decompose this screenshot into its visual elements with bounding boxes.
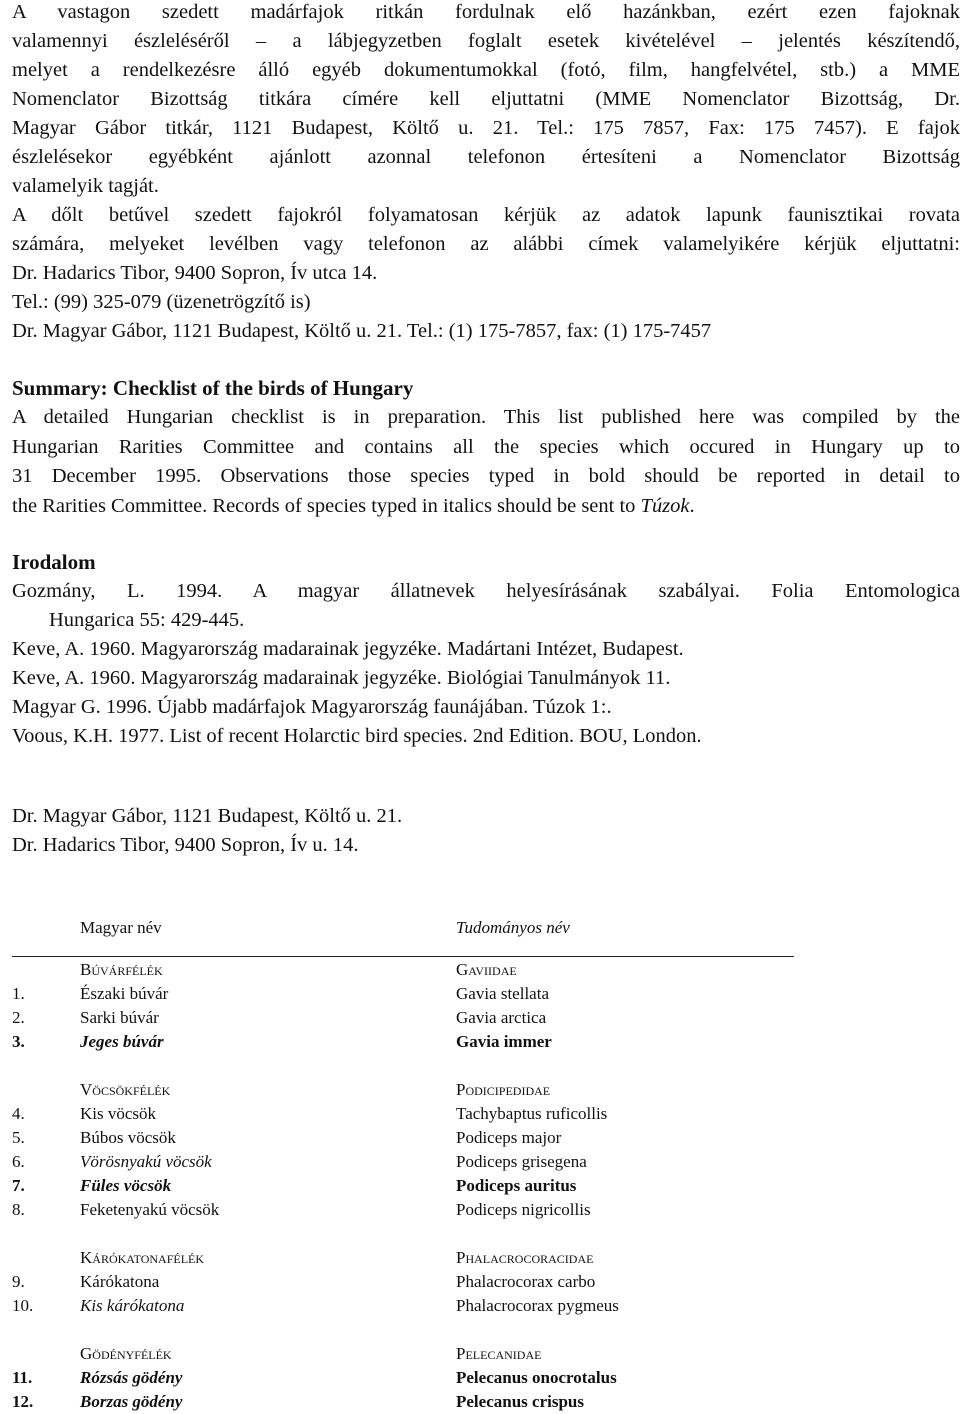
note-line: A dőlt betűvel szedett fajokról folyamatosan kérjük az adatok lapunk faunisztikai rovata	[12, 204, 960, 226]
species-hungarian: Vörösnyakú vöcsök	[80, 1152, 212, 1171]
family-hungarian: Búvárfélék	[80, 960, 163, 979]
species-hungarian: Északi búvár	[80, 984, 169, 1003]
summary-line: 31 December 1995. Observations those species typed in bold should be reported in detail to	[12, 465, 960, 487]
species-scientific: Podiceps auritus	[456, 1176, 577, 1195]
species-scientific: Podiceps grisegena	[456, 1152, 587, 1171]
table-gap	[12, 1318, 812, 1342]
species-hungarian: Feketenyakú vöcsök	[80, 1200, 220, 1219]
intro-line: Nomenclator Bizottság titkára címére kell eljuttatni (MME Nomenclator Bizottság, Dr.	[12, 88, 960, 110]
intro-line: Magyar Gábor titkár, 1121 Budapest, Költő u. 21. Tel.: 175 7857, Fax: 175 7457). E fajok	[12, 117, 960, 139]
family-hungarian: Gödényfélék	[80, 1344, 172, 1363]
table-row	[12, 1006, 812, 1030]
species-scientific: Gavia stellata	[456, 984, 549, 1003]
author-line: Dr. Magyar Gábor, 1121 Budapest, Költő u. 21.	[12, 805, 403, 827]
intro-line: A vastagon szedett madárfajok ritkán fordulnak elő hazánkban, ezért ezen fajoknak	[12, 1, 960, 23]
table-row	[12, 982, 812, 1006]
family-row	[12, 1342, 812, 1366]
family-scientific: Pelecanidae	[456, 1344, 542, 1363]
species-scientific: Pelecanus crispus	[456, 1392, 584, 1411]
species-scientific: Phalacrocorax carbo	[456, 1272, 596, 1291]
header-rule	[12, 956, 794, 957]
table-gap	[12, 1222, 812, 1246]
species-hungarian: Kis kárókatona	[80, 1296, 185, 1315]
italic-note-paragraph	[12, 201, 960, 346]
references-section	[12, 548, 960, 751]
intro-line: észlelésekor egyébként ajánlott azonnal telefonon értesíteni a Nomenclator Bizottság	[12, 146, 960, 168]
note-line: számára, melyeket levélben vagy telefonon az alábbi címek valamelyikére kérjük eljuttatni:	[12, 233, 960, 255]
species-scientific: Podiceps major	[456, 1128, 562, 1147]
family-hungarian: Kárókatonafélék	[80, 1248, 205, 1267]
reference-cont: Hungarica 55: 429-445.	[49, 609, 245, 631]
table-body	[12, 958, 812, 1414]
species-scientific: Tachybaptus ruficollis	[456, 1104, 608, 1123]
family-scientific: Podicipedidae	[456, 1080, 551, 1099]
header-scientific-name: Tudományos név	[456, 918, 570, 937]
species-number: 4.	[12, 1104, 25, 1123]
table-row	[12, 1270, 812, 1294]
family-hungarian: Vöcsökfélék	[80, 1080, 171, 1099]
species-scientific: Pelecanus onocrotalus	[456, 1368, 617, 1387]
intro-line: valamelyik tagját.	[12, 175, 159, 197]
table-row	[12, 1390, 812, 1414]
table-gap	[12, 1054, 812, 1078]
reference-text: Gozmány, L. 1994. A magyar állatnevek helyesírásának szabályai. Folia Entomologica	[12, 580, 960, 602]
species-hungarian: Búbos vöcsök	[80, 1128, 176, 1147]
table-row	[12, 1174, 812, 1198]
table-row	[12, 1030, 812, 1054]
table-row	[12, 1150, 812, 1174]
family-row	[12, 1078, 812, 1102]
table-row	[12, 1198, 812, 1222]
species-number: 12.	[12, 1392, 34, 1411]
species-hungarian: Borzas gödény	[80, 1392, 183, 1411]
summary-line-last	[12, 492, 960, 522]
species-hungarian: Kárókatona	[80, 1272, 160, 1291]
summary-line: Hungarian Rarities Committee and contains all the species which occured in Hungary up to	[12, 435, 960, 458]
species-number: 10.	[12, 1296, 34, 1315]
family-row	[12, 958, 812, 982]
species-hungarian: Jeges búvár	[80, 1032, 164, 1051]
reference-item	[12, 577, 960, 635]
intro-paragraph	[12, 0, 960, 201]
document-page	[12, 0, 960, 856]
summary-period: .	[689, 494, 695, 517]
summary-text	[12, 403, 960, 521]
species-scientific: Gavia immer	[456, 1032, 552, 1051]
summary-line4-pre: the Rarities Committee. Records of species typed in italics should be sent to	[12, 494, 641, 517]
contact-phone: Tel.: (99) 325-079 (üzenetrögzítő is)	[12, 291, 311, 313]
species-number: 5.	[12, 1128, 25, 1147]
species-number: 1.	[12, 984, 25, 1003]
reference-item: Voous, K.H. 1977. List of recent Holarctic bird species. 2nd Edition. BOU, London.	[12, 725, 702, 747]
table-row	[12, 1102, 812, 1126]
table-row	[12, 1126, 812, 1150]
species-number: 3.	[12, 1032, 25, 1051]
species-table	[12, 918, 812, 1414]
header-hungarian-name: Magyar név	[80, 918, 162, 937]
family-scientific: Phalacrocoracidae	[456, 1248, 594, 1267]
species-scientific: Phalacrocorax pygmeus	[456, 1296, 619, 1315]
summary-section	[12, 374, 960, 521]
species-hungarian: Sarki búvár	[80, 1008, 159, 1027]
intro-line: melyet a rendelkezésre álló egyéb dokumentumokkal (fotó, film, hangfelvétel, stb.) a MME	[12, 59, 960, 81]
references-title: Irodalom	[12, 550, 96, 574]
species-number: 9.	[12, 1272, 25, 1291]
species-number: 2.	[12, 1008, 25, 1027]
author-line: Dr. Hadarics Tibor, 9400 Sopron, Ív u. 14.	[12, 834, 359, 856]
species-number: 6.	[12, 1152, 25, 1171]
table-header	[12, 918, 812, 954]
reference-item: Keve, A. 1960. Magyarország madarainak jegyzéke. Biológiai Tanulmányok 11.	[12, 667, 671, 689]
family-row	[12, 1246, 812, 1270]
summary-journal: Túzok	[640, 494, 690, 517]
species-number: 11.	[12, 1368, 33, 1387]
species-scientific: Podiceps nigricollis	[456, 1200, 591, 1219]
family-scientific: Gaviidae	[456, 960, 517, 979]
species-hungarian: Füles vöcsök	[80, 1176, 172, 1195]
reference-item: Keve, A. 1960. Magyarország madarainak jegyzéke. Madártani Intézet, Budapest.	[12, 638, 684, 660]
species-scientific: Gavia arctica	[456, 1008, 547, 1027]
species-hungarian: Rózsás gödény	[80, 1368, 183, 1387]
summary-line: A detailed Hungarian checklist is in preparation. This list published here was compiled by the	[12, 406, 960, 428]
reference-item: Magyar G. 1996. Újabb madárfajok Magyarország faunájában. Túzok 1:.	[12, 696, 612, 718]
contact-hadarics: Dr. Hadarics Tibor, 9400 Sopron, Ív utca 14.	[12, 262, 378, 284]
table-row	[12, 1294, 812, 1318]
summary-title: Summary: Checklist of the birds of Hungary	[12, 376, 414, 400]
species-number: 7.	[12, 1176, 25, 1195]
species-hungarian: Kis vöcsök	[80, 1104, 157, 1123]
contact-magyar: Dr. Magyar Gábor, 1121 Budapest, Költő u. 21. Tel.: (1) 175-7857, fax: (1) 175-7457	[12, 320, 712, 342]
table-row	[12, 1366, 812, 1390]
authors-block	[12, 802, 402, 860]
species-number: 8.	[12, 1200, 25, 1219]
intro-line: valamennyi észleléséről – a lábjegyzetben foglalt esetek kivételével – jelentés készítendő,	[12, 30, 960, 52]
